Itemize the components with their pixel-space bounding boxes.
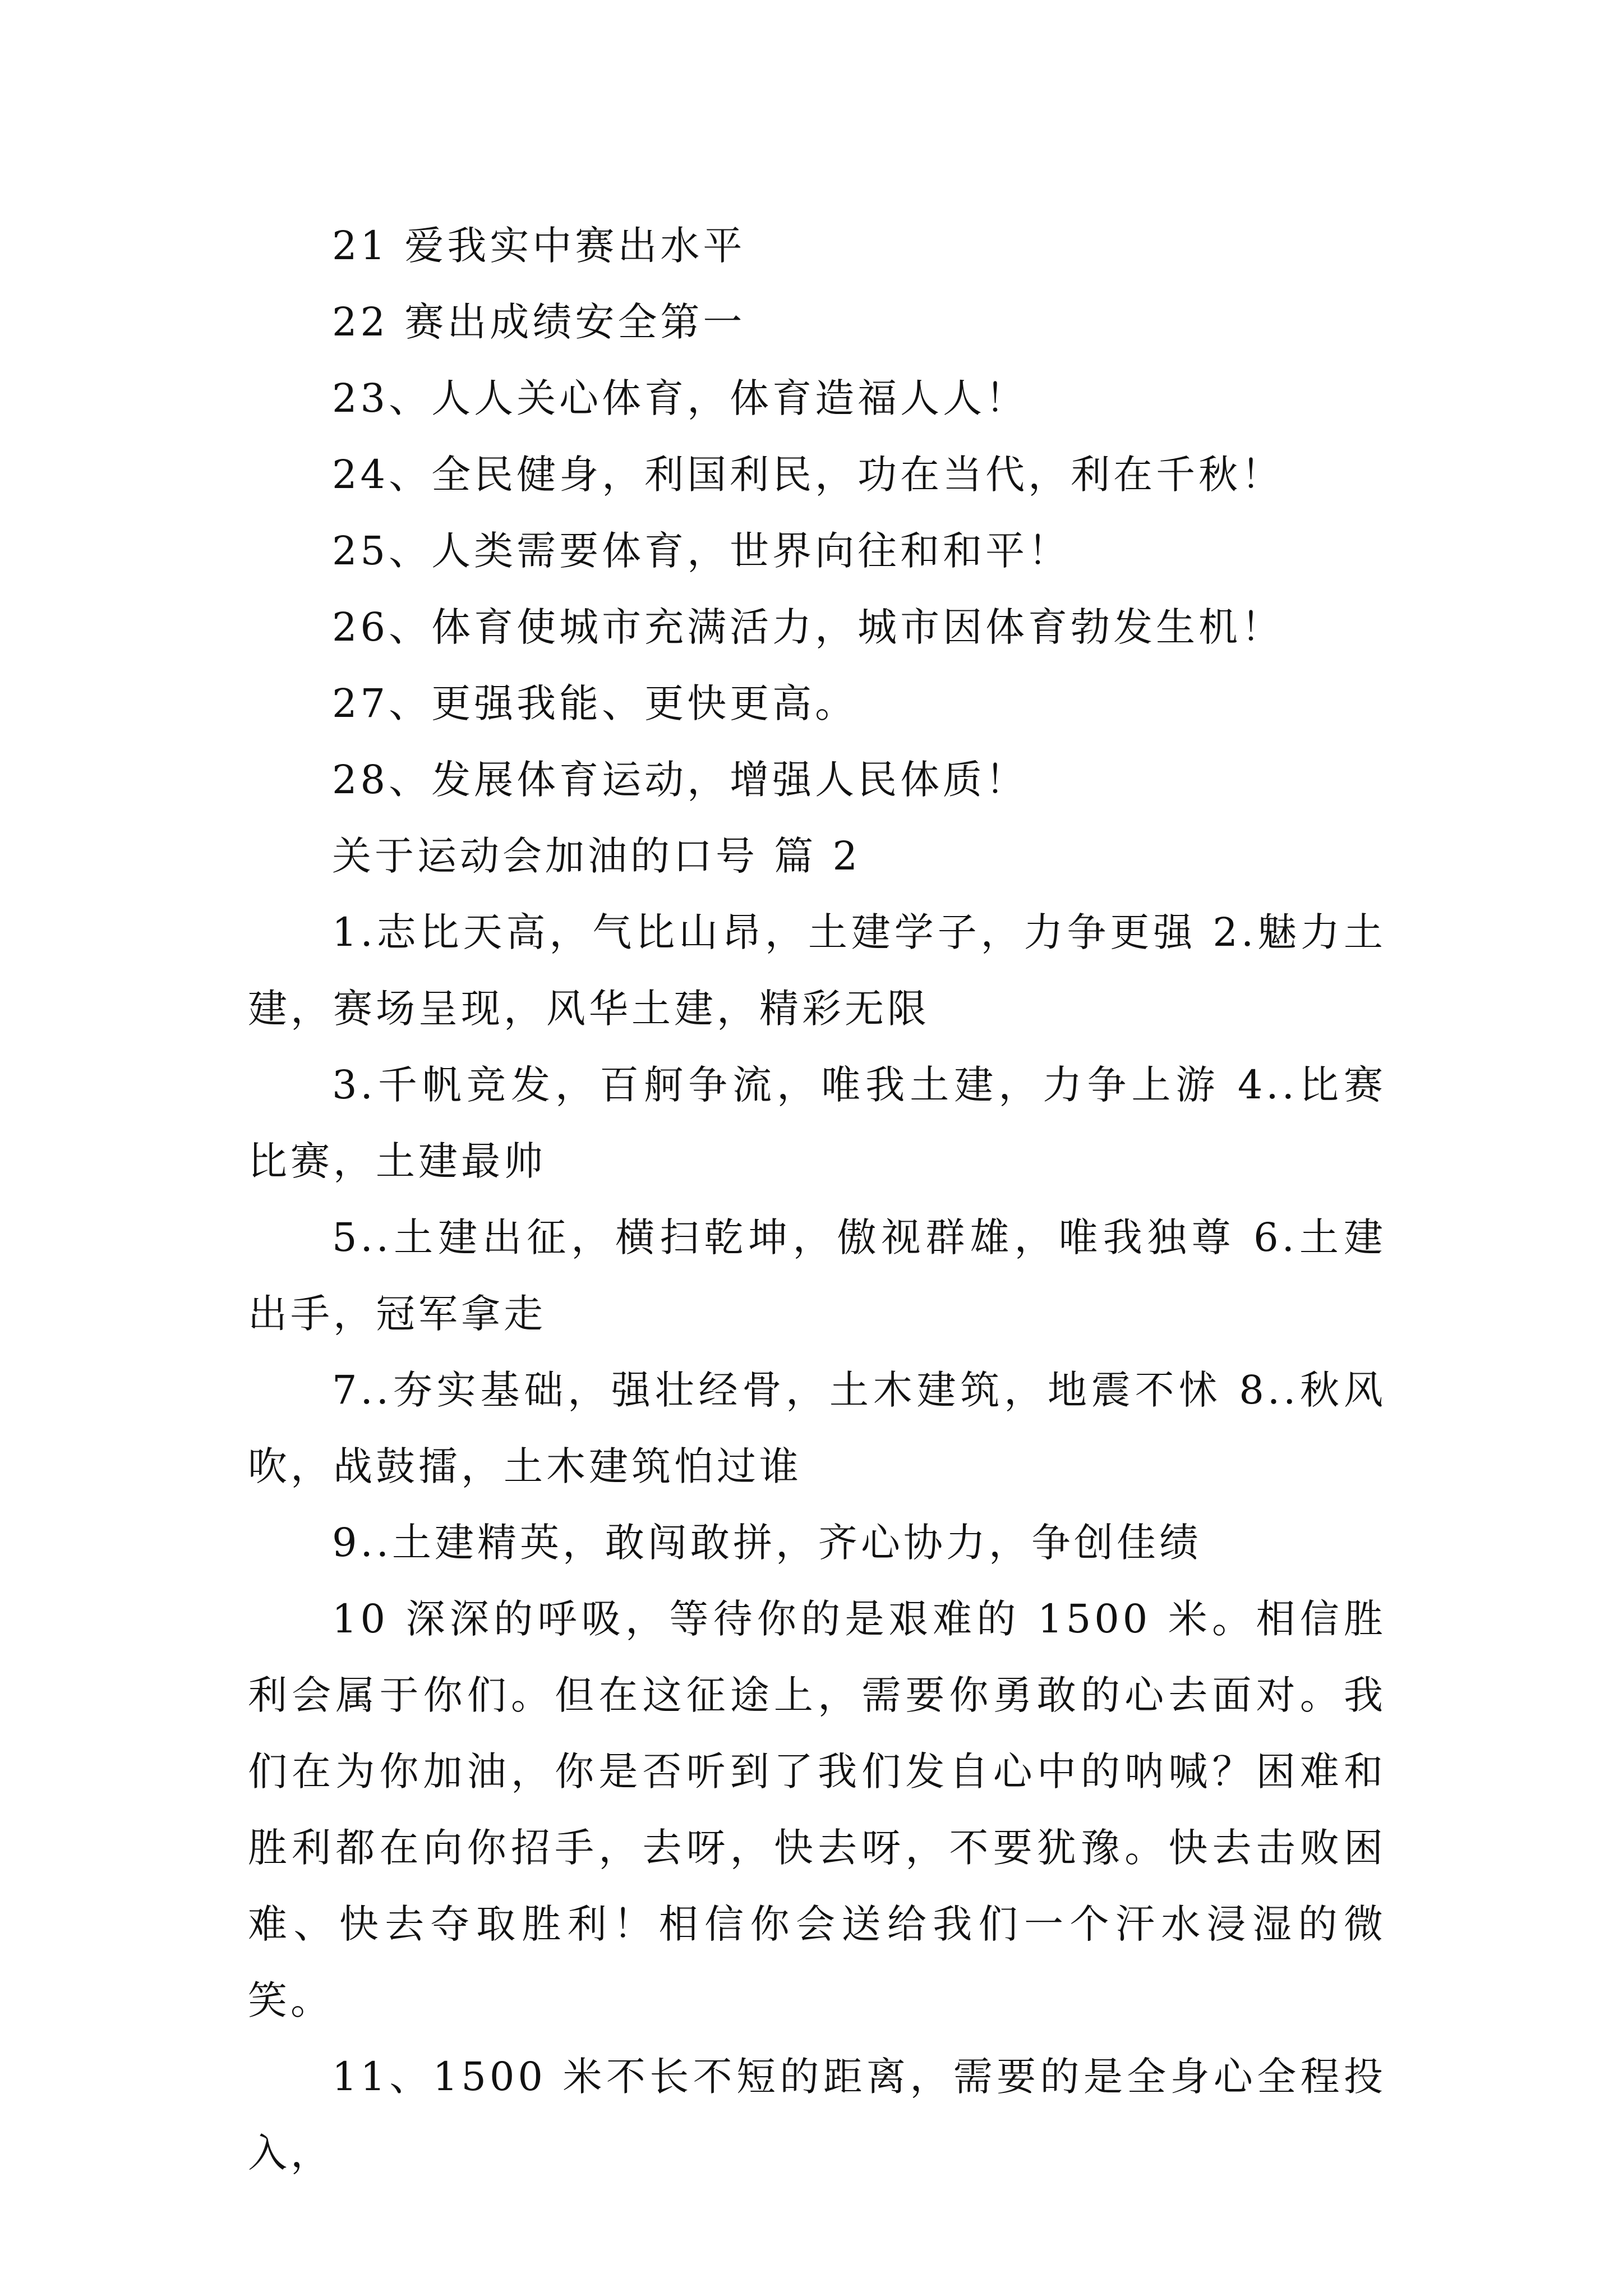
slogan-paragraph: 5..土建出征，横扫乾坤，傲视群雄，唯我独尊 6.土建出手，冠军拿走 bbox=[248, 1214, 1386, 1337]
slogan-line: 21 爱我实中赛出水平 bbox=[332, 223, 746, 269]
slogan-line: 22 赛出成绩安全第一 bbox=[332, 299, 746, 345]
slogan-paragraph: 7..夯实基础，强壮经骨，土木建筑，地震不怵 8..秋风吹，战鼓擂，土木建筑怕过谁 bbox=[248, 1367, 1386, 1489]
slogan-line: 28、发展体育运动，增强人民体质！ bbox=[332, 757, 1029, 803]
slogan-line: 23、人人关心体育，体育造福人人！ bbox=[332, 375, 1029, 421]
section-heading: 关于运动会加油的口号 篇 2 bbox=[332, 833, 861, 879]
slogan-line: 24、全民健身，利国利民，功在当代，利在千秋！ bbox=[332, 452, 1284, 498]
slogan-paragraph: 3.千帆竞发，百舸争流，唯我土建，力争上游 4..比赛比赛，土建最帅 bbox=[248, 1062, 1386, 1184]
slogan-line: 25、人类需要体育，世界向往和和平！ bbox=[332, 528, 1071, 574]
slogan-line: 27、更强我能、更快更高。 bbox=[332, 680, 858, 726]
document-body bbox=[248, 208, 1386, 2191]
slogan-paragraph: 9..土建精英，敢闯敢拼，齐心协力，争创佳绩 bbox=[332, 1520, 1202, 1566]
slogan-paragraph: 1.志比天高，气比山昂，土建学子，力争更强 2.魅力土建，赛场呈现，风华土建，精彩无限 bbox=[248, 909, 1386, 1032]
slogan-paragraph: 11、1500 米不长不短的距离，需要的是全身心全程投入， bbox=[248, 2054, 1386, 2176]
slogan-paragraph: 10 深深的呼吸，等待你的是艰难的 1500 米。相信胜利会属于你们。但在这征途上，需要你勇敢的心去面对。我们在为你加油，你是否听到了我们发自心中的呐喊？困难和胜利都在向你招手，去呀，快去呀，不要犹豫。快去击败困难、快去夺取胜利！相信你会送给我们一个汗水浸湿的微笑。 bbox=[248, 1596, 1386, 2023]
slogan-line: 26、体育使城市充满活力，城市因体育勃发生机！ bbox=[332, 604, 1284, 650]
